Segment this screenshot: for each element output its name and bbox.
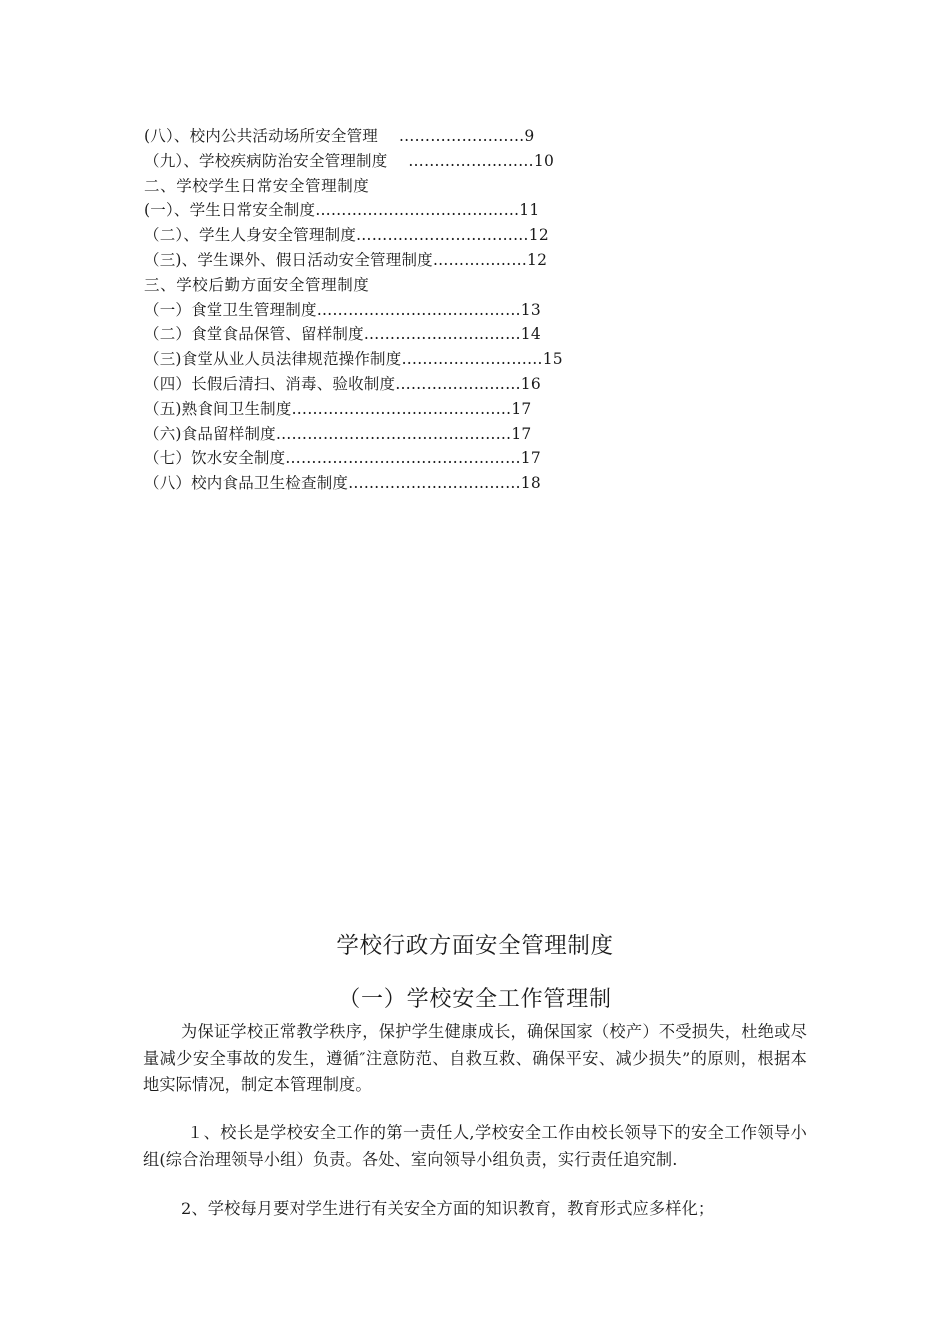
toc-entry[interactable]: （三)食堂从业人员法律规范操作制度………………………15 xyxy=(144,350,563,369)
toc-entry[interactable]: (一）、学生日常安全制度…………………………………11 xyxy=(144,201,540,220)
toc-entry[interactable]: （三)、学生课外、假日活动安全管理制度………………12 xyxy=(144,250,548,269)
document-title: 学校行政方面安全管理制度 xyxy=(336,933,614,959)
toc-entry[interactable]: （八）校内食品卫生检查制度……………………………18 xyxy=(144,474,541,493)
toc-entry[interactable]: （二）食堂食品保管、留样制度…………………………14 xyxy=(144,325,541,344)
toc-entry[interactable]: （七）饮水安全制度………………………………………17 xyxy=(144,449,541,468)
toc-entry[interactable]: （四）长假后清扫、消毒、验收制度……………………16 xyxy=(144,374,541,393)
toc-section-heading[interactable]: 三、学校后勤方面安全管理制度 xyxy=(144,275,370,294)
toc-entry[interactable]: (八）、校内公共活动场所安全管理 ……………………9 xyxy=(144,127,535,145)
toc-entry[interactable]: （二）、学生人身安全管理制度……………………………12 xyxy=(144,226,549,245)
toc-section-heading[interactable]: 二、学校学生日常安全管理制度 xyxy=(144,176,370,195)
body-paragraph: 为保证学校正常教学秩序，保护学生健康成长，确保国家（校产）不受损失，杜绝或尽量减少安全事故的发生，遵循″注意防范、自救互救、确保平安、减少损失”的原则，根据本地实际情况，制定本管理制度。 xyxy=(143,1022,807,1094)
body-paragraph: 2、学校每月要对学生进行有关安全方面的知识教育，教育形式应多样化； xyxy=(181,1199,715,1218)
toc-entry[interactable]: （六)食品留样制度………………………………………17 xyxy=(144,424,532,443)
toc-entry[interactable]: （九）、学校疾病防治安全管理制度 ……………………10 xyxy=(144,151,555,170)
section-subtitle: （一）学校安全工作管理制 xyxy=(338,987,612,1012)
toc-entry[interactable]: （五)熟食间卫生制度……………………………………17 xyxy=(144,399,532,418)
table-of-contents xyxy=(144,124,704,496)
body-paragraph: １、校长是学校安全工作的第一责任人,学校安全工作由校长领导下的安全工作领导小组(综合治理领导小组）负责。各处、室向领导小组负责，实行责任追究制. xyxy=(143,1123,807,1169)
toc-entry[interactable]: （一）食堂卫生管理制度…………………………………13 xyxy=(144,300,541,319)
